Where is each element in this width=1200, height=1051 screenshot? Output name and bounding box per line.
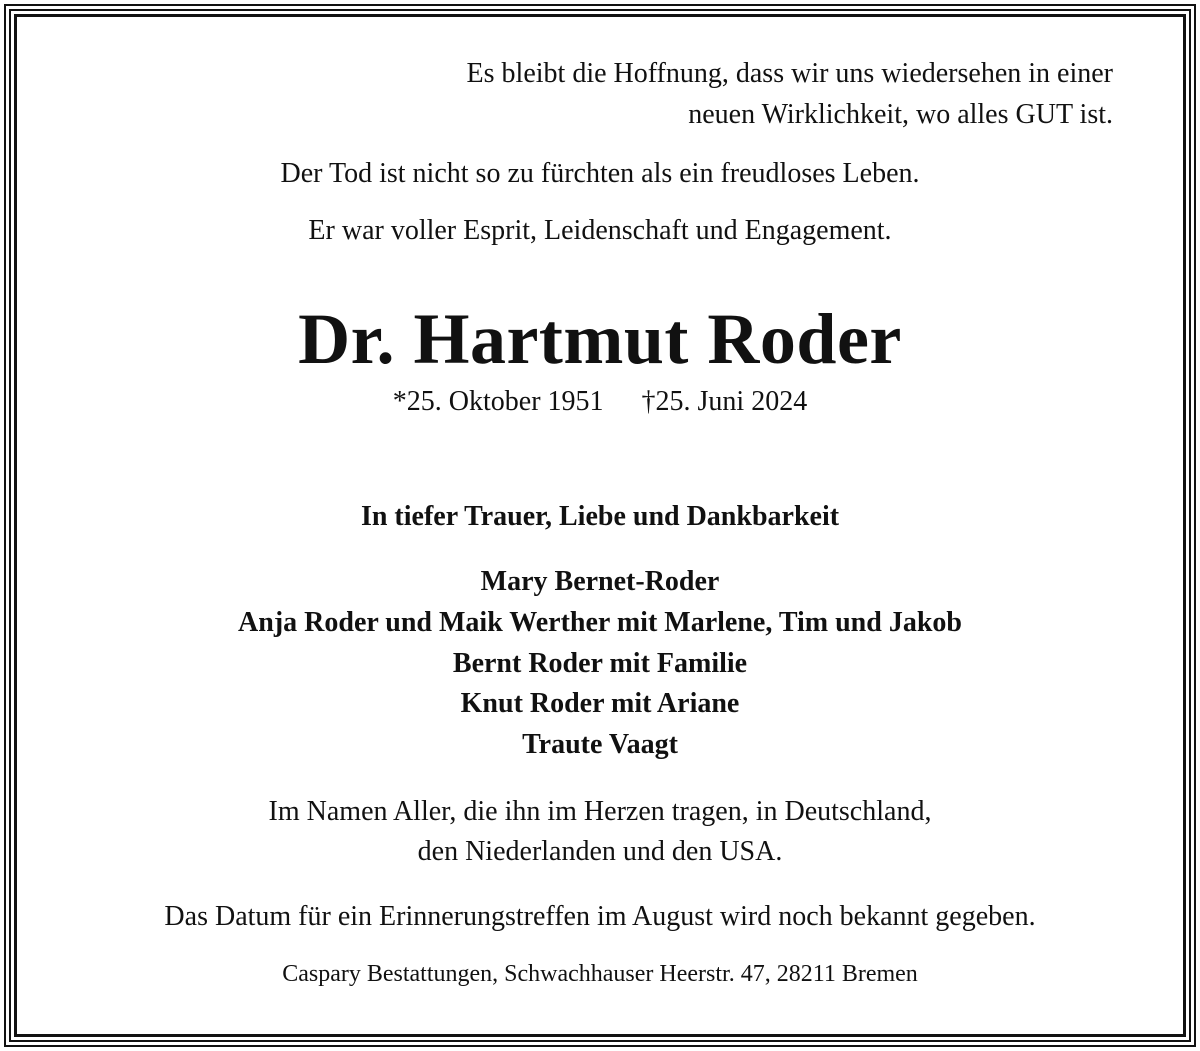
funeral-home: Caspary Bestattungen, Schwachhauser Heerstr. 47, 28211 Bremen <box>282 961 918 987</box>
death-date: †25. Juni 2024 <box>641 386 808 417</box>
deceased-name: Dr. Hartmut Roder <box>298 299 902 379</box>
mourner-3: Bernt Roder mit Familie <box>452 648 748 679</box>
quote-line-2: neuen Wirklichkeit, wo alles GUT ist. <box>688 99 1113 130</box>
announcement: Das Datum für ein Erinnerungstreffen im August wird noch bekannt gegeben. <box>164 901 1036 932</box>
life-dates <box>0 386 1200 418</box>
mourner-2: Anja Roder und Maik Werther mit Marlene, Tim und Jakob <box>238 607 962 638</box>
mourning-line: In tiefer Trauer, Liebe und Dankbarkeit <box>360 501 840 532</box>
mourner-4: Knut Roder mit Ariane <box>460 688 740 719</box>
quote-line-1: Es bleibt die Hoffnung, dass wir uns wiedersehen in einer <box>466 58 1113 89</box>
saying-1: Der Tod ist nicht so zu fürchten als ein freudloses Leben. <box>280 158 920 189</box>
birth-date: *25. Oktober 1951 <box>392 386 604 417</box>
on-behalf-line-1: Im Namen Aller, die ihn im Herzen tragen, in Deutschland, <box>268 796 932 827</box>
on-behalf-line-2: den Niederlanden und den USA. <box>417 836 783 867</box>
mourner-1: Mary Bernet-Roder <box>480 566 720 597</box>
saying-2: Er war voller Esprit, Leidenschaft und Engagement. <box>308 215 892 246</box>
mourner-5: Traute Vaagt <box>522 729 678 760</box>
